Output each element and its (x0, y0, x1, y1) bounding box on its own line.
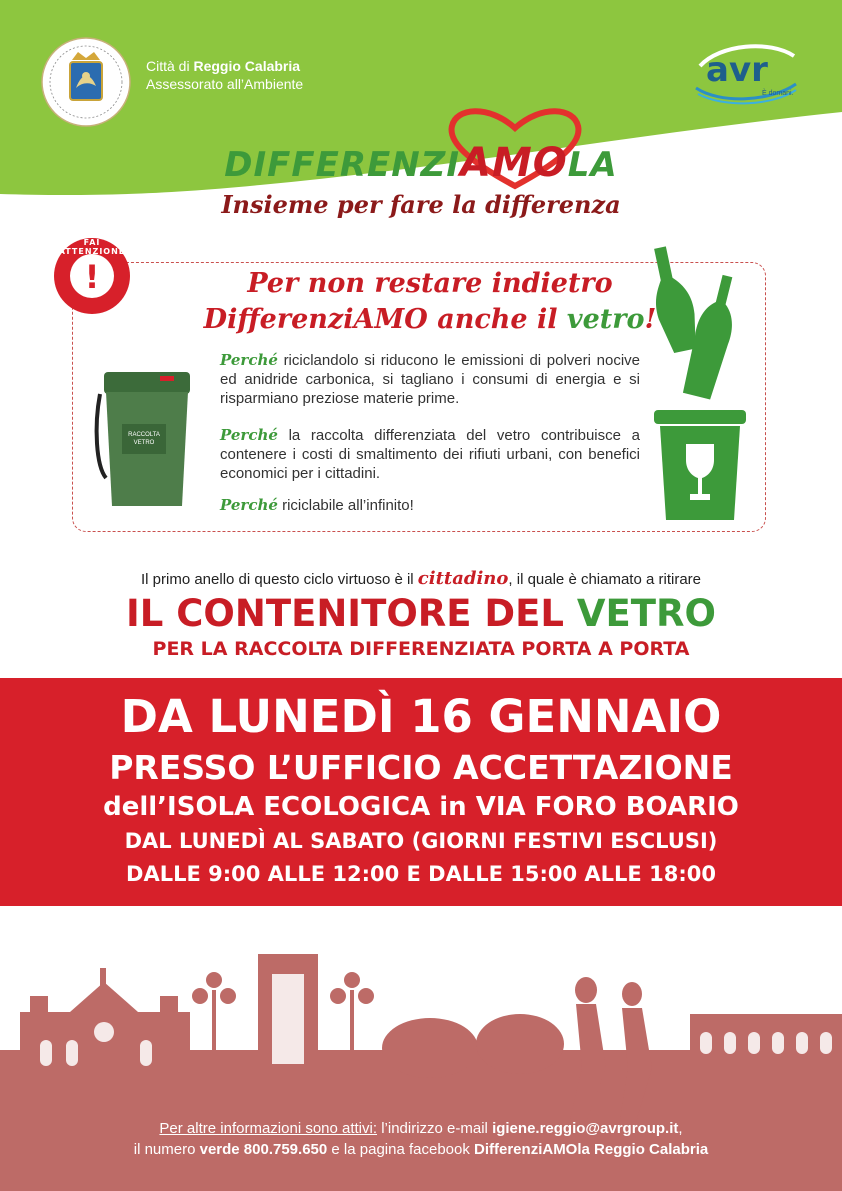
paragraph-1-why: Perché (220, 351, 278, 369)
footer-facebook-label: e la pagina facebook (327, 1141, 475, 1158)
paragraph-2 (220, 426, 640, 483)
footer-facebook-page[interactable]: DifferenziAMOla Reggio Calabria (474, 1141, 709, 1158)
city-prefix: Città di (146, 58, 190, 74)
attention-title-vetro: vetro (566, 304, 645, 335)
city-name: Reggio Calabria (193, 58, 301, 74)
glass-bin-photo (92, 366, 200, 511)
city-block (146, 57, 303, 93)
headline (40, 592, 802, 635)
attention-badge-label: FAI ATTENZIONE (58, 238, 126, 256)
paragraph-3 (220, 496, 640, 515)
band-location: dell’ISOLA ECOLOGICA in VIA FORO BOARIO (103, 792, 739, 822)
department-name: Assessorato all’Ambiente (146, 76, 304, 92)
paragraph-1-text: riciclandolo si riducono le emissioni di polveri nocive ed anidride carbonica, si tagliano i consumi di energia e si risparmiano preziose materie prime. (220, 352, 640, 407)
paragraph-2-text: la raccolta differenziata del vetro contribuisce a contenere i costi di smaltimento dei rifiuti urbani, con benefici economici per i cittadini. (220, 427, 640, 482)
headline-part1: IL CONTENITORE DEL (126, 592, 577, 635)
band-date: DA LUNEDÌ 16 GENNAIO (120, 690, 722, 743)
band-hours: DALLE 9:00 ALLE 12:00 E DALLE 15:00 ALLE 18:00 (126, 862, 716, 886)
band-days: DAL LUNEDÌ AL SABATO (GIORNI FESTIVI ESCLUSI) (124, 829, 718, 853)
intro-line (60, 568, 782, 589)
campaign-motto: Insieme per fare la differenza (221, 190, 621, 219)
attention-title-line2-a: DifferenziAMO anche il (203, 304, 567, 335)
avr-tagline: È domani. (762, 90, 794, 97)
footer-comma: , (678, 1120, 683, 1137)
bin-label-2: VETRO (133, 440, 155, 446)
svg-text:!: ! (84, 258, 100, 296)
headline-vetro: VETRO (576, 592, 716, 635)
footer-line2 (20, 1141, 822, 1158)
glass-bottles-icon (652, 244, 740, 400)
intro-a: Il primo anello di questo ciclo virtuoso è il (141, 571, 418, 588)
attention-title-line2-c: ! (644, 304, 657, 335)
logo-part-la: LA (567, 145, 618, 185)
paragraph-2-why: Perché (220, 426, 278, 444)
campaign-logo (0, 140, 842, 186)
logo-part-differenzi: DIFFERENZI (224, 145, 460, 185)
paragraph-1 (220, 351, 640, 408)
paragraph-3-why: Perché (220, 496, 278, 514)
paragraph-3-text: riciclabile all’infinito! (277, 497, 414, 514)
footer-line1 (20, 1120, 822, 1137)
glass-bin-icon (652, 408, 748, 522)
footer-email[interactable]: igiene.reggio@avrgroup.it (492, 1120, 679, 1137)
city-crest-logo (40, 36, 132, 128)
footer-phone[interactable]: verde 800.759.650 (199, 1141, 328, 1158)
subheadline: PER LA RACCOLTA DIFFERENZIATA PORTA A PORTA (152, 638, 690, 660)
avr-logo (690, 38, 800, 108)
attention-title-line1: Per non restare indietro (247, 268, 613, 299)
logo-part-amo: AMO (459, 140, 568, 186)
avr-wordmark: avr (706, 50, 768, 90)
band-office: PRESSO L’UFFICIO ACCETTAZIONE (109, 748, 733, 787)
footer-phone-label: il numero (133, 1141, 200, 1158)
bin-label-1: RACCOLTA (128, 432, 160, 438)
intro-cittadino: cittadino (417, 568, 509, 589)
footer-info-label: Per altre informazioni sono attivi: (159, 1120, 378, 1137)
attention-title-line2 (150, 304, 710, 335)
intro-c: , il quale è chiamato a ritirare (508, 571, 701, 588)
footer-email-label: l’indirizzo e-mail (377, 1120, 493, 1137)
